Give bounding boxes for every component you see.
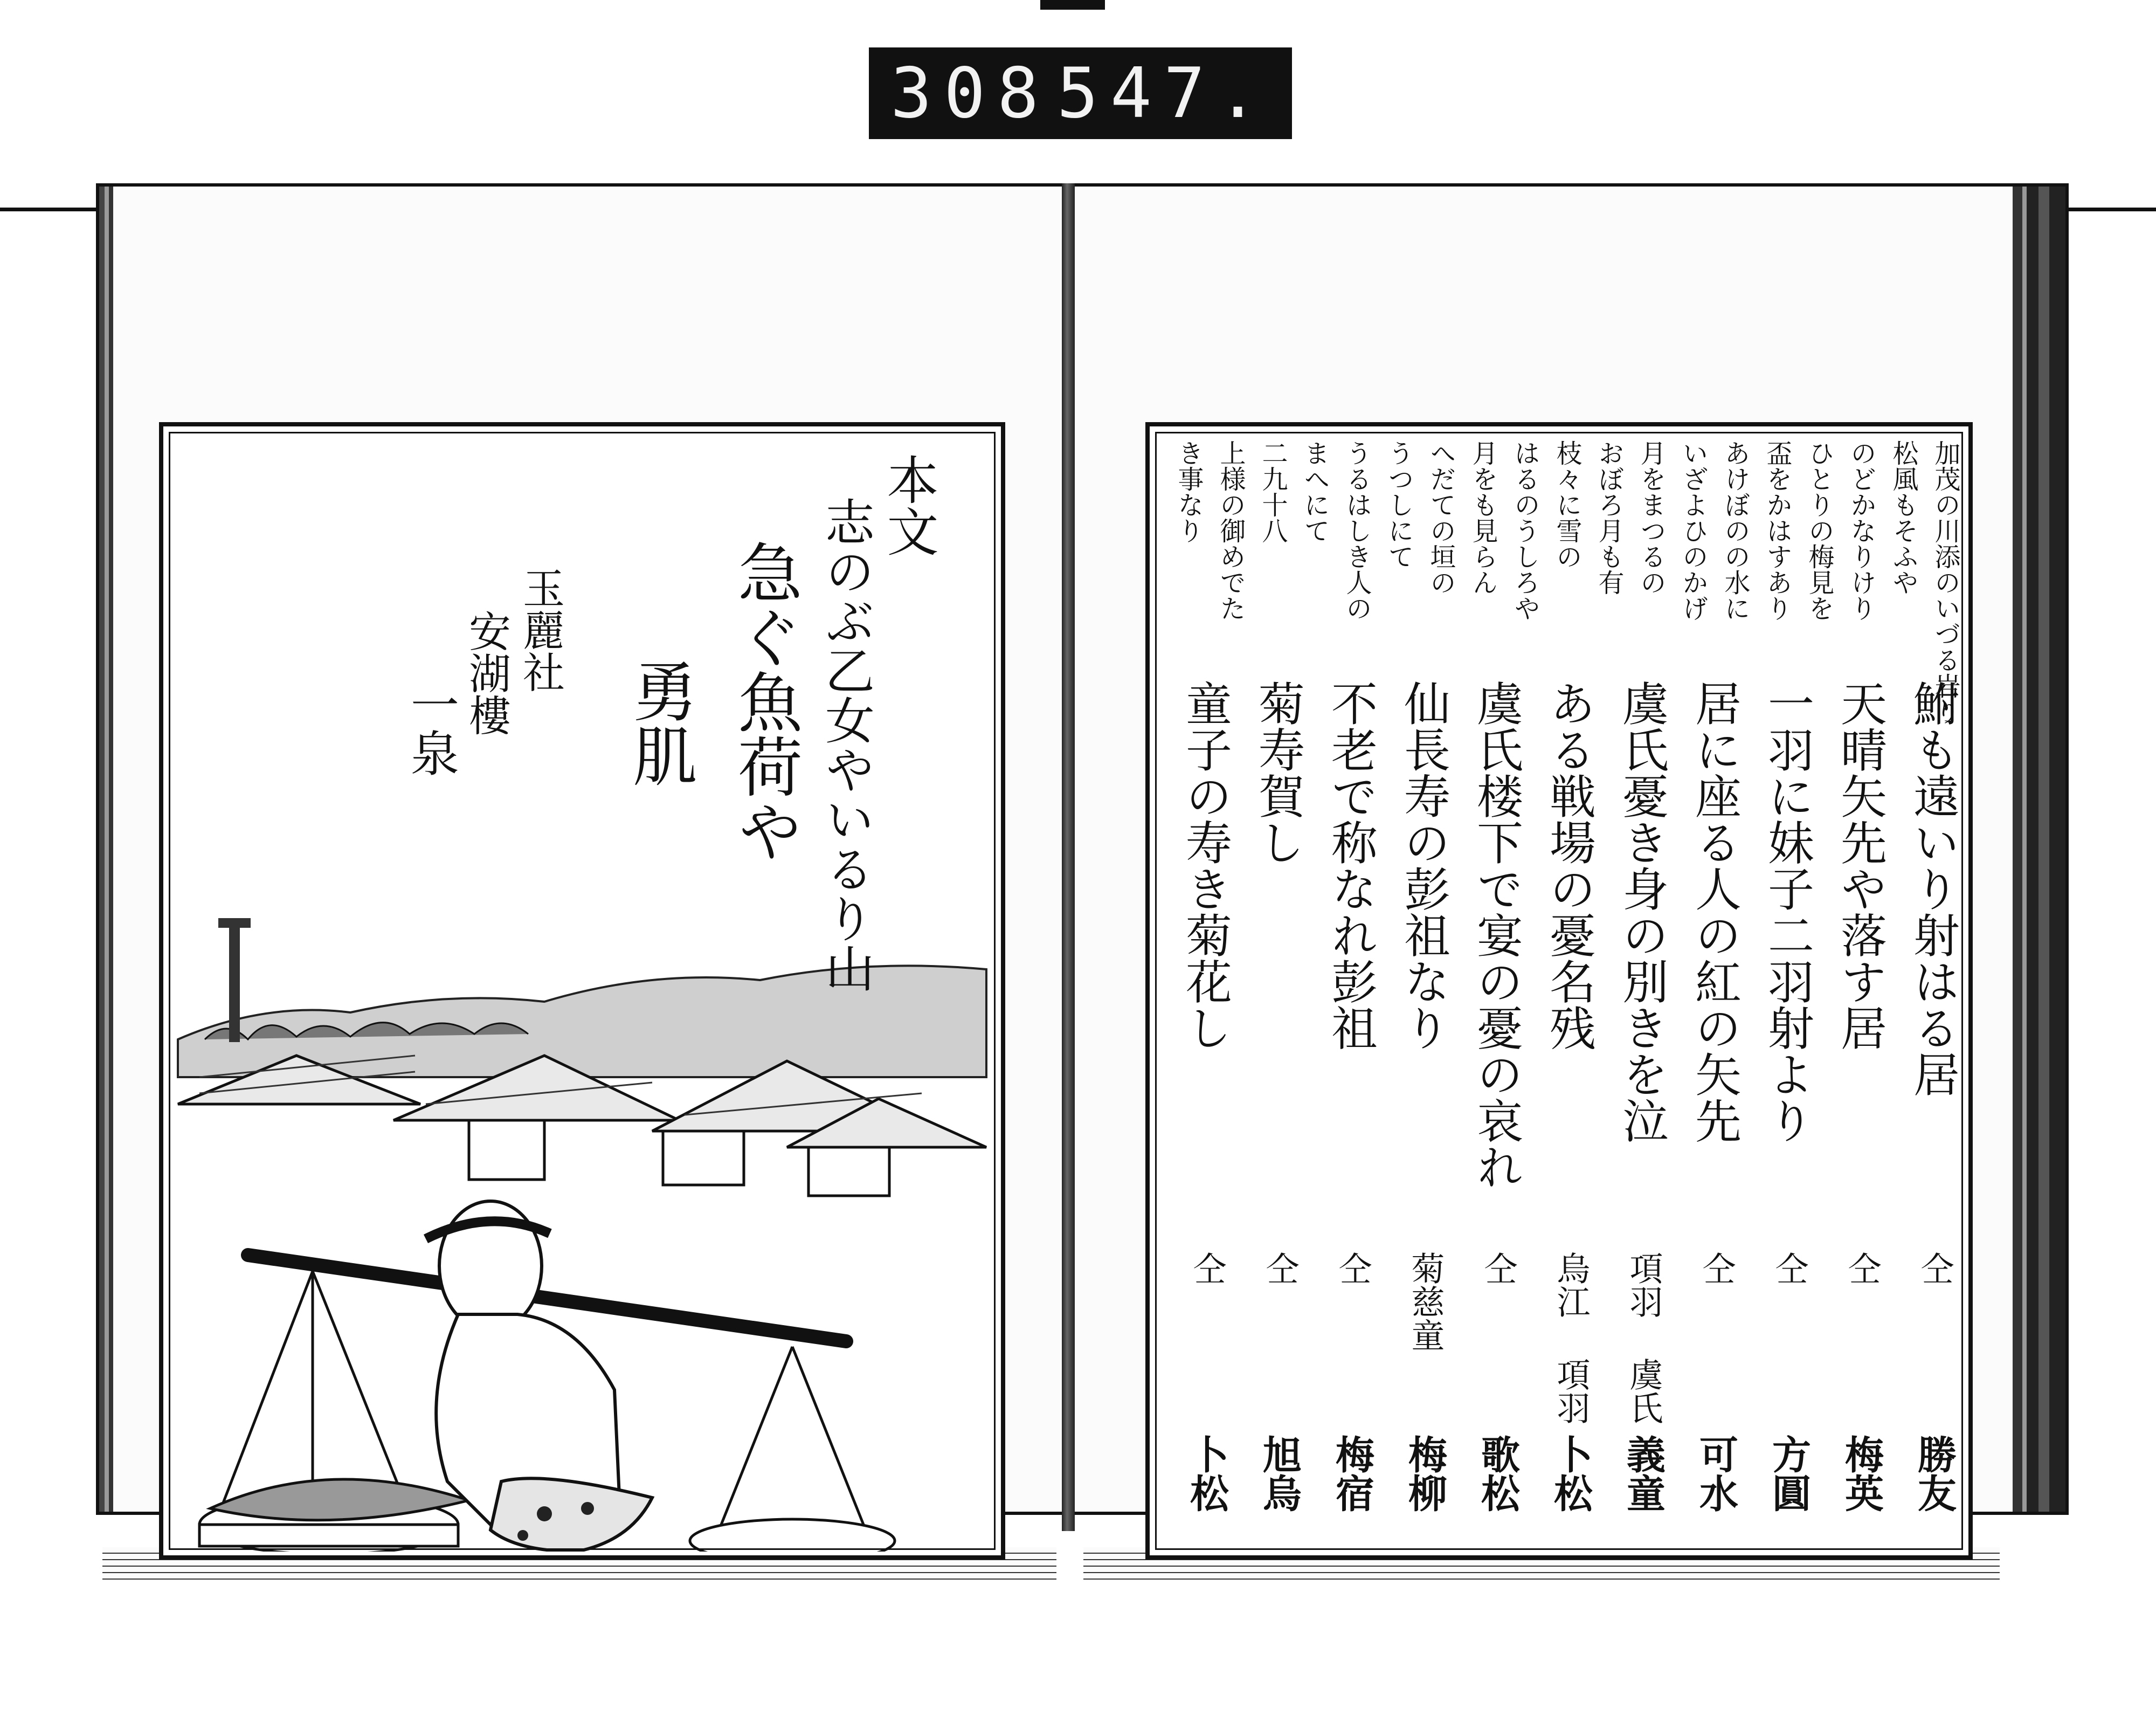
verse-line: 童子の寿き菊花し — [1178, 680, 1232, 1051]
carrying-pole — [248, 1255, 846, 1341]
preface-line: まへにて — [1300, 440, 1330, 543]
preface-line: 松風もそふや — [1888, 440, 1918, 595]
film-edge-mark — [1040, 0, 1105, 10]
preface-line: ひとりの梅見を — [1804, 440, 1834, 621]
film-reel-number: 547. — [1056, 53, 1270, 134]
preface-line: 枝々に雪の — [1552, 440, 1582, 569]
preface-line: へだての垣の — [1426, 440, 1456, 595]
right-fish-basket — [690, 1347, 895, 1552]
preface-line: のどかなりけり — [1846, 440, 1876, 621]
poet-name: 旭烏 — [1256, 1435, 1302, 1512]
verse-ditto-mark: 仝 — [1187, 1251, 1227, 1285]
fire-watchtower — [229, 918, 240, 1042]
film-rule-left — [0, 208, 108, 211]
preface-line: あけぼのの水に — [1720, 440, 1750, 621]
poet-name: 可水 — [1693, 1435, 1739, 1512]
left-poem-line-2: 急ぐ魚荷や — [727, 540, 802, 863]
preface-line: うるはしき人の — [1342, 440, 1372, 621]
poet-name: 方圓 — [1766, 1435, 1812, 1512]
preface-line: 上様の御めでた — [1215, 440, 1246, 621]
left-page-title: 本文 — [879, 453, 939, 557]
preface-line: 月をも見らん — [1468, 440, 1498, 595]
verse-line: 不老で称なれ彭祖 — [1323, 680, 1377, 1051]
left-author-name: 一泉 — [402, 680, 459, 777]
illustration-frame — [159, 422, 1005, 1560]
film-frame-number: 308 — [890, 53, 1051, 134]
verse-ditto-mark: 仝 — [1333, 1251, 1372, 1285]
verse-ditto-mark: 仝 — [1842, 1251, 1882, 1285]
book-spine — [1062, 183, 1075, 1531]
preface-line: おぼろ月も有 — [1594, 440, 1624, 595]
preface-line: うつしにて — [1384, 440, 1414, 569]
verse-ditto-mark: 烏江 項羽 — [1551, 1251, 1591, 1424]
poet-name: 卜松 — [1547, 1435, 1593, 1512]
verse-ditto-mark: 菊慈童 — [1406, 1251, 1445, 1352]
poet-name: 義童 — [1620, 1435, 1666, 1512]
poet-name: 勝友 — [1911, 1435, 1957, 1512]
preface-block — [1160, 440, 1964, 725]
poet-name: 梅柳 — [1402, 1435, 1448, 1512]
verse-line: 鮒も遠いり射はる居 — [1905, 680, 1959, 1097]
preface-line: き事なり — [1173, 440, 1204, 543]
preface-line: 二九十八 — [1257, 440, 1288, 543]
poet-name: 梅宿 — [1329, 1435, 1375, 1512]
preface-line: 月をまつるの — [1636, 440, 1666, 595]
preface-line: はるのうしろや — [1510, 440, 1540, 621]
verse-line: 居に座る人の紅の矢先 — [1687, 680, 1741, 1143]
preface-line: 盃をかはすあり — [1762, 440, 1792, 621]
left-author-house: 安湖樓 — [462, 610, 510, 736]
verse-ditto-mark: 仝 — [1770, 1251, 1809, 1285]
left-poem-line-3: 勇肌 — [622, 658, 697, 788]
verse-line: 一羽に妹子二羽射より — [1760, 680, 1814, 1143]
verse-line: 仙長寿の彭祖なり — [1396, 680, 1450, 1051]
poet-name: 卜松 — [1184, 1435, 1229, 1512]
verse-line: 虞氏楼下で宴の憂の哀れ — [1469, 680, 1523, 1190]
left-poem-line-1: 志のぶ乙女やいるり山 — [817, 497, 875, 992]
left-author-society: 玉麗社 — [516, 567, 564, 693]
verse-line: 天晴矢先や落す居 — [1833, 680, 1887, 1051]
left-fish-basket — [199, 1271, 469, 1552]
verse-ditto-mark: 仝 — [1697, 1251, 1736, 1285]
pine-pattern-loincloth — [517, 1502, 594, 1541]
verse-ditto-mark: 仝 — [1260, 1251, 1300, 1285]
preface-line: いざよひのかげ — [1678, 440, 1708, 621]
film-frame-label — [869, 47, 1292, 139]
text-frame — [1145, 422, 1973, 1560]
film-rule-right — [2059, 208, 2156, 211]
verse-line: ある戦場の憂名残 — [1542, 680, 1595, 1051]
poet-name: 梅英 — [1839, 1435, 1884, 1512]
fish-peddler-figure — [426, 1201, 652, 1552]
verse-line: 虞氏憂き身の別きを泣 — [1614, 680, 1668, 1143]
verse-block — [1160, 680, 1964, 1542]
verse-ditto-mark: 仝 — [1915, 1251, 1954, 1285]
verse-ditto-mark: 項羽 虞氏 — [1624, 1251, 1663, 1424]
preface-line: 加茂の川添のいづる岩り — [1930, 440, 1960, 725]
woodblock-illustration — [167, 430, 997, 1552]
verse-line: 菊寿賀し — [1250, 680, 1304, 865]
poet-name: 歌松 — [1475, 1435, 1521, 1512]
verse-ditto-mark: 仝 — [1478, 1251, 1518, 1285]
